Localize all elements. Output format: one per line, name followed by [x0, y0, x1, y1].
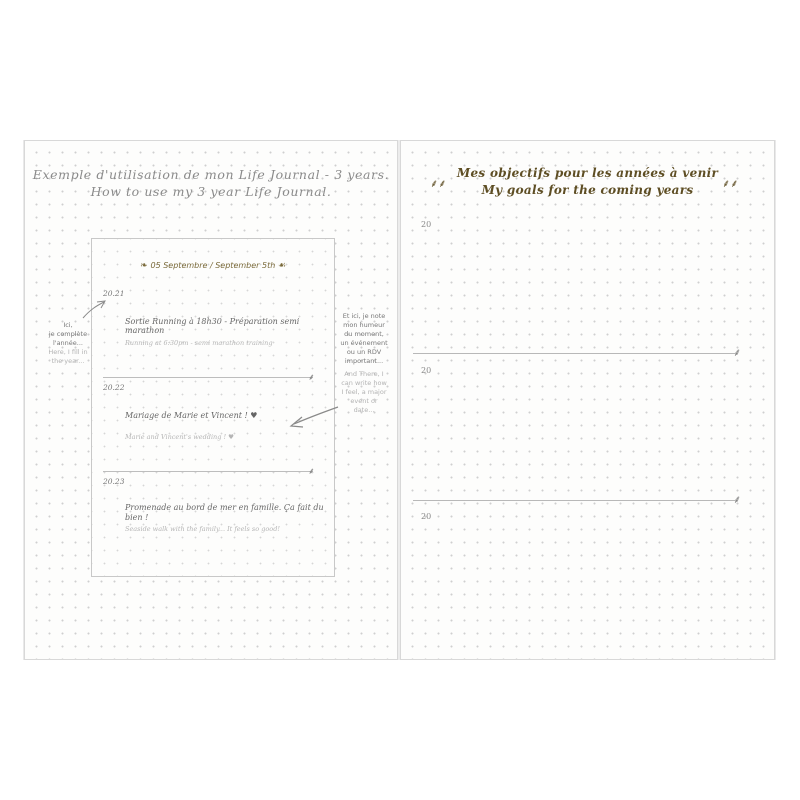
annotation-year	[46, 321, 90, 366]
right-title-line2: My goals for the coming years	[481, 183, 694, 197]
branch-icon: ⸙	[308, 467, 315, 477]
annotation-en: can write how	[341, 379, 387, 387]
entry-text: Promenade au bord de mer en famille. Ça fait du bien !	[125, 503, 324, 522]
arrow-icon	[80, 298, 110, 322]
leaf-ornament-icon: ☙	[277, 261, 286, 271]
left-title-line1: Exemple d'utilisation de mon Life Journal - 3 years.	[32, 167, 390, 182]
annotation-en: Here, I fill in	[48, 348, 88, 356]
annotation-fr: je complète	[48, 330, 88, 338]
arrow-icon	[286, 404, 342, 430]
annotation-fr: Et ici, je note	[342, 312, 386, 320]
journal-spread	[23, 140, 776, 660]
annotation-mood	[334, 312, 394, 415]
annotation-fr: important...	[344, 357, 384, 365]
left-page	[24, 140, 398, 660]
entry-translation: Marie and Vincent's wedding ! ♥	[125, 433, 234, 441]
goal-divider	[413, 353, 735, 354]
entry-year: 20.21	[103, 289, 125, 298]
annotation-en: date...	[353, 406, 375, 414]
annotation-fr: l'année...	[52, 339, 83, 347]
branch-ornament-icon: ⸙⸙	[430, 177, 447, 190]
branch-icon: ⸙	[733, 493, 742, 506]
annotation-en: And There, I	[344, 370, 384, 378]
entry-translation: Running at 6:30pm - semi marathon training	[125, 339, 273, 347]
branch-ornament-icon: ⸙⸙	[722, 177, 739, 190]
entry-text: Mariage de Marie et Vincent ! ♥	[125, 411, 258, 420]
goal-year: 20	[421, 366, 432, 375]
annotation-en: I feel, a major	[341, 388, 387, 396]
annotation-fr: Ici,	[63, 321, 73, 329]
entry-text: Sortie Running à 18h30 - Préparation semi marathon	[125, 317, 300, 335]
entry-translation: Seaside walk with the family... It feels so good!	[125, 525, 280, 533]
entry-year: 20.23	[103, 477, 125, 486]
left-title-line2: How to use my 3 year Life Journal.	[90, 184, 332, 199]
right-page-title	[400, 165, 775, 199]
goal-year: 20	[421, 512, 432, 521]
leaf-ornament-icon: ❧	[140, 261, 151, 271]
goal-year: 20	[421, 220, 432, 229]
entry-divider	[103, 471, 313, 472]
right-page	[400, 140, 775, 660]
annotation-en: the year...	[51, 357, 85, 365]
card-date: 05 Septembre / September 5th	[150, 261, 276, 270]
annotation-fr: mon humeur	[343, 321, 385, 329]
entry-divider	[103, 377, 313, 378]
branch-icon: ⸙	[308, 373, 315, 383]
annotation-fr: ou un RDV	[346, 348, 382, 356]
card-date-header	[92, 261, 334, 271]
entry-year: 20.22	[103, 383, 125, 392]
annotation-fr: du moment,	[344, 330, 384, 338]
right-title-line1: Mes objectifs pour les années à venir	[456, 166, 719, 180]
annotation-fr: un événement	[340, 339, 388, 347]
goal-divider	[413, 500, 735, 501]
annotation-en: event or	[350, 397, 378, 405]
left-page-title	[24, 166, 398, 200]
branch-icon: ⸙	[733, 346, 742, 359]
